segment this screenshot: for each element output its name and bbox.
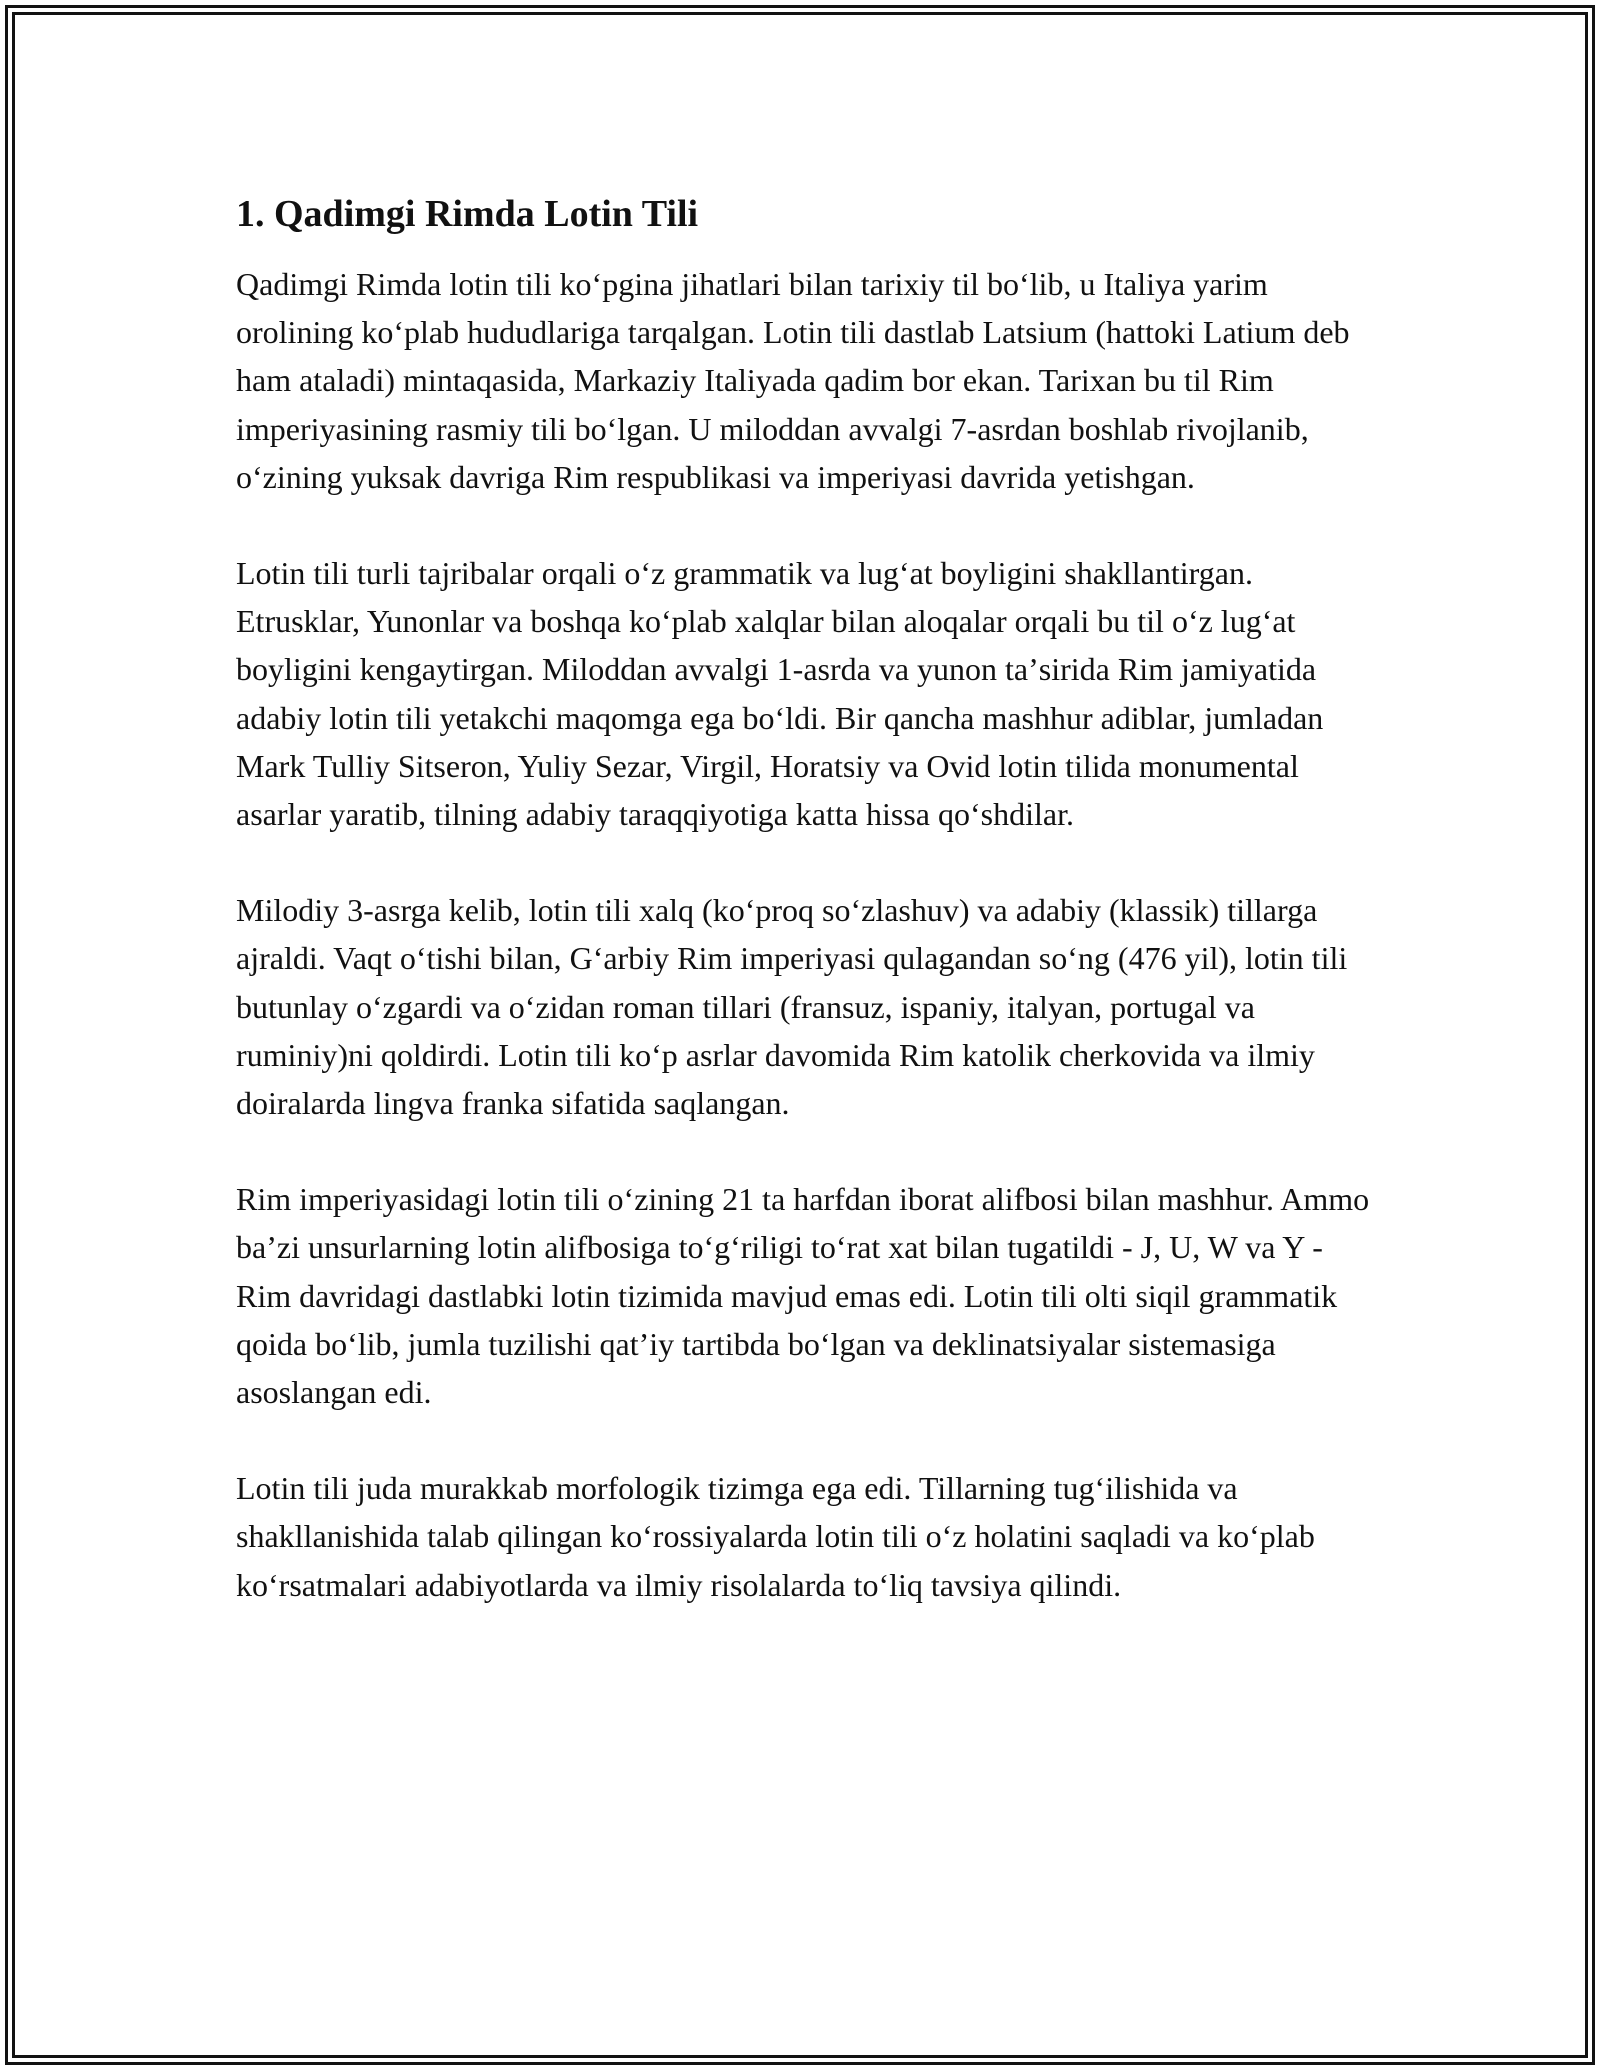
paragraph-2: Lotin tili turli tajribalar orqali oʻz grammatik va lugʻat boyligini shakllantirgan. Etrusklar, Yunonlar va boshqa koʻplab xalqlar bilan aloqalar orqali bu til oʻz lugʻat boyligini kengaytirgan. Miloddan avvalgi 1-asrda va yunon taʼsirida Rim jamiyatida adabiy lotin tili yetakchi maqomga ega boʻldi. Bir qancha mashhur adiblar, jumladan Mark Tulliy Sitseron, Yuliy Sezar, Virgil, Horatsiy va Ovid lotin tilida monumental asarlar yaratib, tilning adabiy taraqqiyotiga katta hissa qoʻshdilar. [236, 555, 1324, 833]
paragraph-1: Qadimgi Rimda lotin tili koʻpgina jihatlari bilan tarixiy til boʻlib, u Italiya yarim orolining koʻplab hududlariga tarqalgan. Lotin tili dastlab Latsium (hattoki Latium deb ham ataladi) mintaqasida, Markaziy Italiyada qadim bor ekan. Tarixan bu til Rim imperiyasining rasmiy tili boʻlgan. U miloddan avvalgi 7-asrdan boshlab rivojlanib, oʻzining yuksak davriga Rim respublikasi va imperiyasi davrida yetishgan. [236, 266, 1350, 495]
document-body [236, 188, 1378, 1609]
section-title: 1. Qadimgi Rimda Lotin Tili [236, 193, 699, 235]
paragraph-4: Rim imperiyasidagi lotin tili oʻzining 21 ta harfdan iborat alifbosi bilan mashhur. Ammo baʼzi unsurlarning lotin alifbosiga toʻgʻriligi toʻrat xat bilan tugatildi - J, U, W va Y - Rim davridagi dastlabki lotin tizimida mavjud emas edi. Lotin tili olti siqil grammatik qoida boʻlib, jumla tuzilishi qatʼiy tartibda boʻlgan va deklinatsiyalar sistemasiga asoslangan edi. [236, 1181, 1370, 1411]
paragraph-3: Milodiy 3-asrga kelib, lotin tili xalq (koʻproq soʻzlashuv) va adabiy (klassik) tillarga ajraldi. Vaqt oʻtishi bilan, Gʻarbiy Rim imperiyasi qulagandan soʻng (476 yil), lotin tili butunlay oʻzgardi va oʻzidan roman tillari (fransuz, ispaniy, italyan, portugal va ruminiy)ni qoldirdi. Lotin tili koʻp asrlar davomida Rim katolik cherkovida va ilmiy doiralarda lingva franka sifatida saqlangan. [236, 892, 1348, 1122]
paragraph-5: Lotin tili juda murakkab morfologik tizimga ega edi. Tillarning tugʻilishida va shakllanishida talab qilingan koʻrossiyalarda lotin tili oʻz holatini saqladi va koʻplab koʻrsatmalari adabiyotlarda va ilmiy risolalarda toʻliq tavsiya qilindi. [236, 1470, 1315, 1603]
